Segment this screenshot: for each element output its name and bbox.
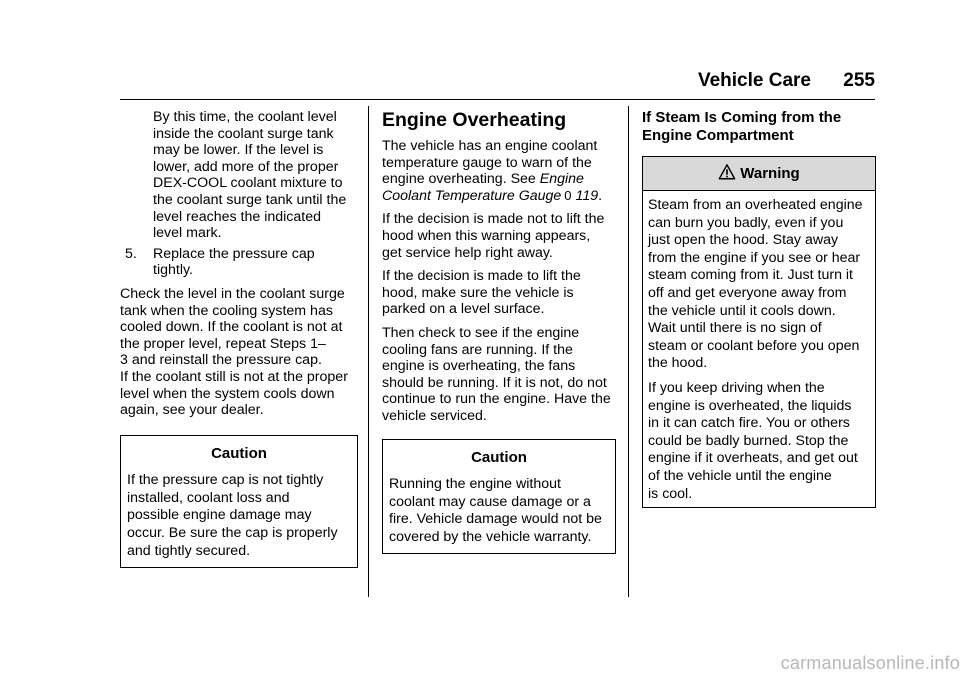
text-line: steam coming from it. Just turn it bbox=[648, 267, 853, 284]
text-line: cooled down. If the coolant is not at bbox=[120, 319, 343, 336]
step-5 bbox=[120, 246, 358, 279]
column-divider bbox=[368, 106, 369, 597]
text-line: is cool. bbox=[648, 485, 693, 502]
text-line: hood, make sure the vehicle is bbox=[382, 284, 574, 301]
text-line: lower, add more of the proper bbox=[153, 158, 339, 175]
column-divider bbox=[628, 106, 629, 597]
text-line: level reaches the indicated bbox=[153, 208, 321, 225]
page-header bbox=[120, 68, 875, 100]
text-line: could be badly burned. Stop the bbox=[648, 432, 849, 449]
text-line: If the pressure cap is not tightly bbox=[127, 472, 324, 489]
text-line: tightly. bbox=[153, 262, 193, 279]
text-line: continue to run the engine. Have the bbox=[382, 391, 611, 408]
text-line: may be lower. If the level is bbox=[153, 142, 324, 159]
cross-reference-title[interactable]: Engine bbox=[539, 171, 584, 188]
text-line: off and get everyone away from bbox=[648, 284, 847, 301]
paragraph bbox=[382, 325, 616, 425]
text-line: Steam from an overheated engine bbox=[648, 197, 863, 213]
text-line: and tightly secured. bbox=[127, 542, 251, 559]
text-line: in it can catch fire. You or others bbox=[648, 415, 850, 432]
cross-reference-title[interactable]: Coolant Temperature Gauge bbox=[382, 187, 562, 204]
text-line: installed, coolant loss and bbox=[127, 489, 290, 506]
paragraph bbox=[648, 380, 870, 503]
page-number: 255 bbox=[843, 70, 875, 91]
caution-title: Caution bbox=[471, 448, 527, 466]
caution-box bbox=[382, 439, 616, 555]
text-line: The vehicle has an engine coolant bbox=[382, 138, 598, 154]
column-3 bbox=[642, 109, 876, 508]
text-line: 3 and reinstall the pressure cap. bbox=[120, 352, 322, 369]
text-line: DEX-COOL coolant mixture to bbox=[153, 175, 343, 192]
text-line: again, see your dealer. bbox=[120, 402, 264, 419]
text-line: Running the engine without bbox=[389, 476, 561, 493]
text-line: occur. Be sure the cap is properly bbox=[127, 525, 338, 542]
text-line: of the vehicle until the engine bbox=[648, 467, 832, 484]
warning-text bbox=[643, 191, 875, 507]
section-heading: Engine Overheating bbox=[382, 109, 567, 131]
text-line: engine is overheated, the liquids bbox=[648, 397, 852, 414]
text-line: Wait until there is no sign of bbox=[648, 320, 822, 337]
text-line: just open the hood. Stay away bbox=[648, 232, 839, 249]
paragraph bbox=[120, 286, 358, 419]
text-line: covered by the vehicle warranty. bbox=[389, 528, 592, 545]
warning-triangle-icon bbox=[718, 163, 736, 181]
text-line: temperature gauge to warn of the bbox=[382, 154, 592, 171]
paragraph bbox=[648, 197, 870, 373]
warning-box bbox=[642, 156, 876, 508]
text-line: steam or coolant before you open bbox=[648, 337, 860, 354]
text-line: engine if it overheats, and get out bbox=[648, 450, 858, 467]
text-line: If you keep driving when the bbox=[648, 379, 825, 396]
text-line bbox=[382, 171, 616, 188]
text-line: Check the level in the coolant surge bbox=[120, 285, 345, 302]
text-line bbox=[382, 188, 616, 205]
warning-title: Warning bbox=[740, 165, 800, 182]
text-line: If the coolant still is not at the proper bbox=[120, 368, 348, 385]
paragraph bbox=[382, 211, 616, 261]
header-title: Vehicle Care bbox=[697, 70, 811, 91]
text-line: Engine Compartment bbox=[642, 127, 794, 144]
text-line: If the decision is made to lift the bbox=[382, 268, 581, 285]
text-line: should be running. If it is not, do not bbox=[382, 374, 607, 391]
caution-title: Caution bbox=[211, 444, 267, 462]
text-line: can burn you badly, even if you bbox=[648, 214, 844, 231]
subsection-heading bbox=[642, 109, 876, 145]
text-line: inside the coolant surge tank bbox=[153, 125, 334, 142]
column-2 bbox=[382, 109, 616, 554]
text-line: fire. Vehicle damage would not be bbox=[389, 511, 602, 528]
text-line: If the decision is made not to lift the bbox=[382, 211, 605, 228]
text-line: get service help right away. bbox=[382, 244, 553, 261]
text-line: possible engine damage may bbox=[127, 507, 312, 524]
text-line: By this time, the coolant level bbox=[153, 109, 337, 125]
text-line: engine is overheating, the fans bbox=[382, 358, 576, 375]
column-1 bbox=[120, 109, 358, 568]
paragraph bbox=[382, 268, 616, 318]
text-line: If Steam Is Coming from the bbox=[642, 109, 842, 126]
caution-text bbox=[121, 472, 357, 567]
text-line: the hood. bbox=[648, 355, 708, 372]
caution-box bbox=[120, 435, 358, 569]
text-line: level when the system cools down bbox=[120, 385, 335, 402]
text-line: parked on a level surface. bbox=[382, 301, 545, 318]
cross-reference-page[interactable]: 119 bbox=[575, 187, 599, 204]
caution-text bbox=[383, 476, 615, 553]
step-continuation bbox=[120, 109, 358, 242]
text-line: the proper level, repeat Steps 1– bbox=[120, 335, 326, 352]
text-line: level mark. bbox=[153, 225, 222, 242]
text-line: cooling fans are running. If the bbox=[382, 341, 573, 358]
text-line: coolant may cause damage or a bbox=[389, 493, 591, 510]
text-line: the vehicle until it cools down. bbox=[648, 302, 836, 319]
text-line: Then check to see if the engine bbox=[382, 324, 580, 341]
text-line: the coolant surge tank until the bbox=[153, 191, 347, 208]
text-line: Replace the pressure cap bbox=[153, 245, 315, 262]
text-line: vehicle serviced. bbox=[382, 407, 487, 424]
step-number: 5. bbox=[125, 245, 137, 262]
text-line: from the engine if you see or hear bbox=[648, 249, 861, 266]
watermark: carmanualsonline.info bbox=[780, 653, 960, 673]
page-reference-icon: 0 bbox=[564, 187, 572, 203]
text-line: tank when the cooling system has bbox=[120, 302, 333, 319]
text-fragment: engine overheating. See bbox=[382, 171, 540, 188]
warning-header bbox=[643, 157, 875, 191]
paragraph bbox=[382, 138, 616, 204]
text-fragment: . bbox=[598, 187, 603, 204]
text-line: hood when this warning appears, bbox=[382, 227, 591, 244]
